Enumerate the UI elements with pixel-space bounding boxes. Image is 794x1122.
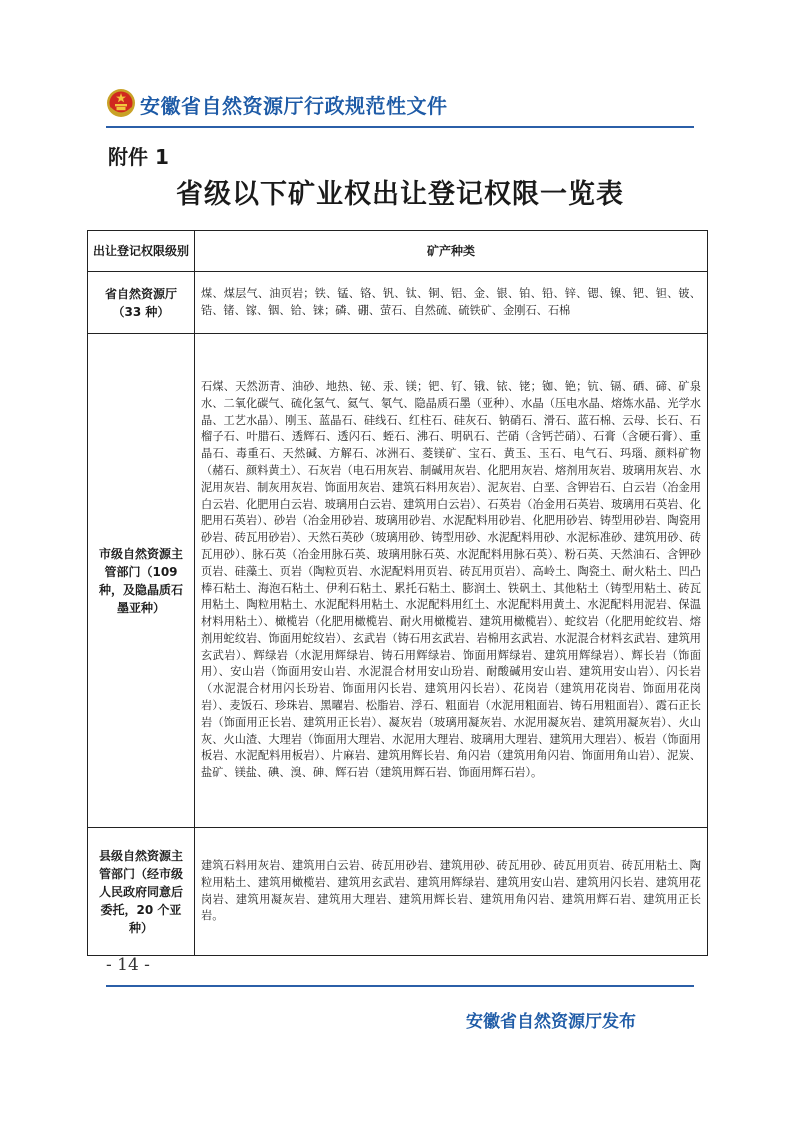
authority-table <box>87 230 708 956</box>
document-header <box>106 86 692 130</box>
table-row <box>88 828 708 956</box>
page-number: - 14 - <box>106 955 150 975</box>
publisher: 安徽省自然资源厅发布 <box>466 1012 636 1032</box>
row-minerals: 建筑石料用灰岩、建筑用白云岩、砖瓦用砂岩、建筑用砂、砖瓦用砂、砖瓦用页岩、砖瓦用粘土、陶粒用粘土、建筑用橄榄岩、建筑用玄武岩、建筑用辉绿岩、建筑用安山岩、建筑用闪长岩、建筑用花岗岩、建筑用凝灰岩、建筑用大理岩、建筑用辉长岩、建筑用角闪岩、建筑用辉石岩、建筑用正长岩。 <box>195 828 708 956</box>
table-header-row <box>88 231 708 272</box>
table-header-grade: 出让登记权限级别 <box>88 231 195 272</box>
table-row <box>88 272 708 334</box>
header-divider <box>106 126 694 128</box>
table-header-minerals: 矿产种类 <box>195 231 708 272</box>
national-emblem-icon <box>106 88 136 118</box>
row-grade: 省自然资源厅（33 种） <box>88 272 195 334</box>
attachment-label: 附件 1 <box>108 145 169 169</box>
footer-divider <box>106 985 694 987</box>
row-grade: 市级自然资源主管部门（109 种，及隐晶质石墨亚种） <box>88 334 195 828</box>
row-minerals: 煤、煤层气、油页岩；铁、锰、铬、钒、钛、铜、铝、金、银、铂、铅、锌、锶、镍、钯、钽、铍、锆、锗、镓、铟、铪、铼；磷、硼、萤石、自然硫、硫铁矿、金刚石、石棉 <box>195 272 708 334</box>
document-title: 省级以下矿业权出让登记权限一览表 <box>176 179 624 210</box>
table-row <box>88 334 708 828</box>
row-grade: 县级自然资源主管部门（经市级人民政府同意后委托，20 个亚种） <box>88 828 195 956</box>
header-title: 安徽省自然资源厅行政规范性文件 <box>140 94 448 118</box>
row-minerals: 石煤、天然沥青、油砂、地热、铋、汞、镁；钯、钌、锇、铱、铑；铷、铯；钪、镉、硒、碲、矿泉水、二氧化碳气、硫化氢气、氦气、氡气、隐晶质石墨（亚种）、水晶（压电水晶、熔炼水晶、光学水晶、工艺水晶）、刚玉、蓝晶石、硅线石、红柱石、硅灰石、钠硝石、滑石、蓝石棉、云母、长石、石榴子石、叶腊石、透辉石、透闪石、蛭石、沸石、明矾石、芒硝（含钙芒硝）、石膏（含硬石膏）、重晶石、毒重石、天然碱、方解石、冰洲石、菱镁矿、宝石、黄玉、玉石、电气石、玛瑙、颜料矿物（赭石、颜料黄土）、石灰岩（电石用灰岩、制碱用灰岩、化肥用灰岩、熔剂用灰岩、玻璃用灰岩、水泥用灰岩、制灰用灰岩、饰面用灰岩、建筑石料用灰岩）、泥灰岩、白垩、含钾岩石、白云岩（冶金用白云岩、化肥用白云岩、玻璃用白云岩、建筑用白云岩）、石英岩（冶金用石英岩、玻璃用石英岩、化肥用石英岩）、砂岩（冶金用砂岩、玻璃用砂岩、水泥配料用砂岩、化肥用砂岩、铸型用砂岩、陶瓷用砂岩、砖瓦用砂岩）、天然石英砂（玻璃用砂、铸型用砂、水泥配料用砂、水泥标准砂、建筑用砂、砖瓦用砂）、脉石英（冶金用脉石英、玻璃用脉石英、水泥配料用脉石英）、粉石英、天然油石、含钾砂页岩、硅藻土、页岩（陶粒页岩、水泥配料用页岩、砖瓦用页岩）、高岭土、陶瓷土、耐火粘土、凹凸棒石粘土、海泡石粘土、伊利石粘土、累托石粘土、膨润土、铁矾土、其他粘土（铸型用粘土、砖瓦用粘土、陶粒用粘土、水泥配料用粘土、水泥配料用红土、水泥配料用黄土、水泥配料用泥岩、保温材料用粘土）、橄榄岩（化肥用橄榄岩、耐火用橄榄岩、建筑用橄榄岩）、蛇纹岩（化肥用蛇纹岩、熔剂用蛇纹岩、饰面用蛇纹岩）、玄武岩（铸石用玄武岩、岩棉用玄武岩、水泥混合材料玄武岩、建筑用玄武岩）、辉绿岩（水泥用辉绿岩、铸石用辉绿岩、饰面用辉绿岩、建筑用辉绿岩）、辉长岩（饰面用）、安山岩（饰面用安山岩、水泥混合材用安山玢岩、耐酸碱用安山岩、建筑用安山岩）、闪长岩（水泥混合材用闪长玢岩、饰面用闪长岩、建筑用闪长岩）、花岗岩（建筑用花岗岩、饰面用花岗岩）、麦饭石、珍珠岩、黑曜岩、松脂岩、浮石、粗面岩（水泥用粗面岩、铸石用粗面岩）、霞石正长岩（饰面用正长岩、建筑用正长岩）、凝灰岩（玻璃用凝灰岩、水泥用凝灰岩、建筑用凝灰岩）、火山灰、火山渣、大理岩（饰面用大理岩、水泥用大理岩、玻璃用大理岩、建筑用大理岩）、板岩（饰面用板岩、水泥配料用板岩）、片麻岩、建筑用辉长岩、角闪岩（建筑用角闪岩、饰面用角山岩）、泥炭、盐矿、镁盐、碘、溴、砷、辉石岩（建筑用辉石岩、饰面用辉石岩）。 <box>195 334 708 828</box>
